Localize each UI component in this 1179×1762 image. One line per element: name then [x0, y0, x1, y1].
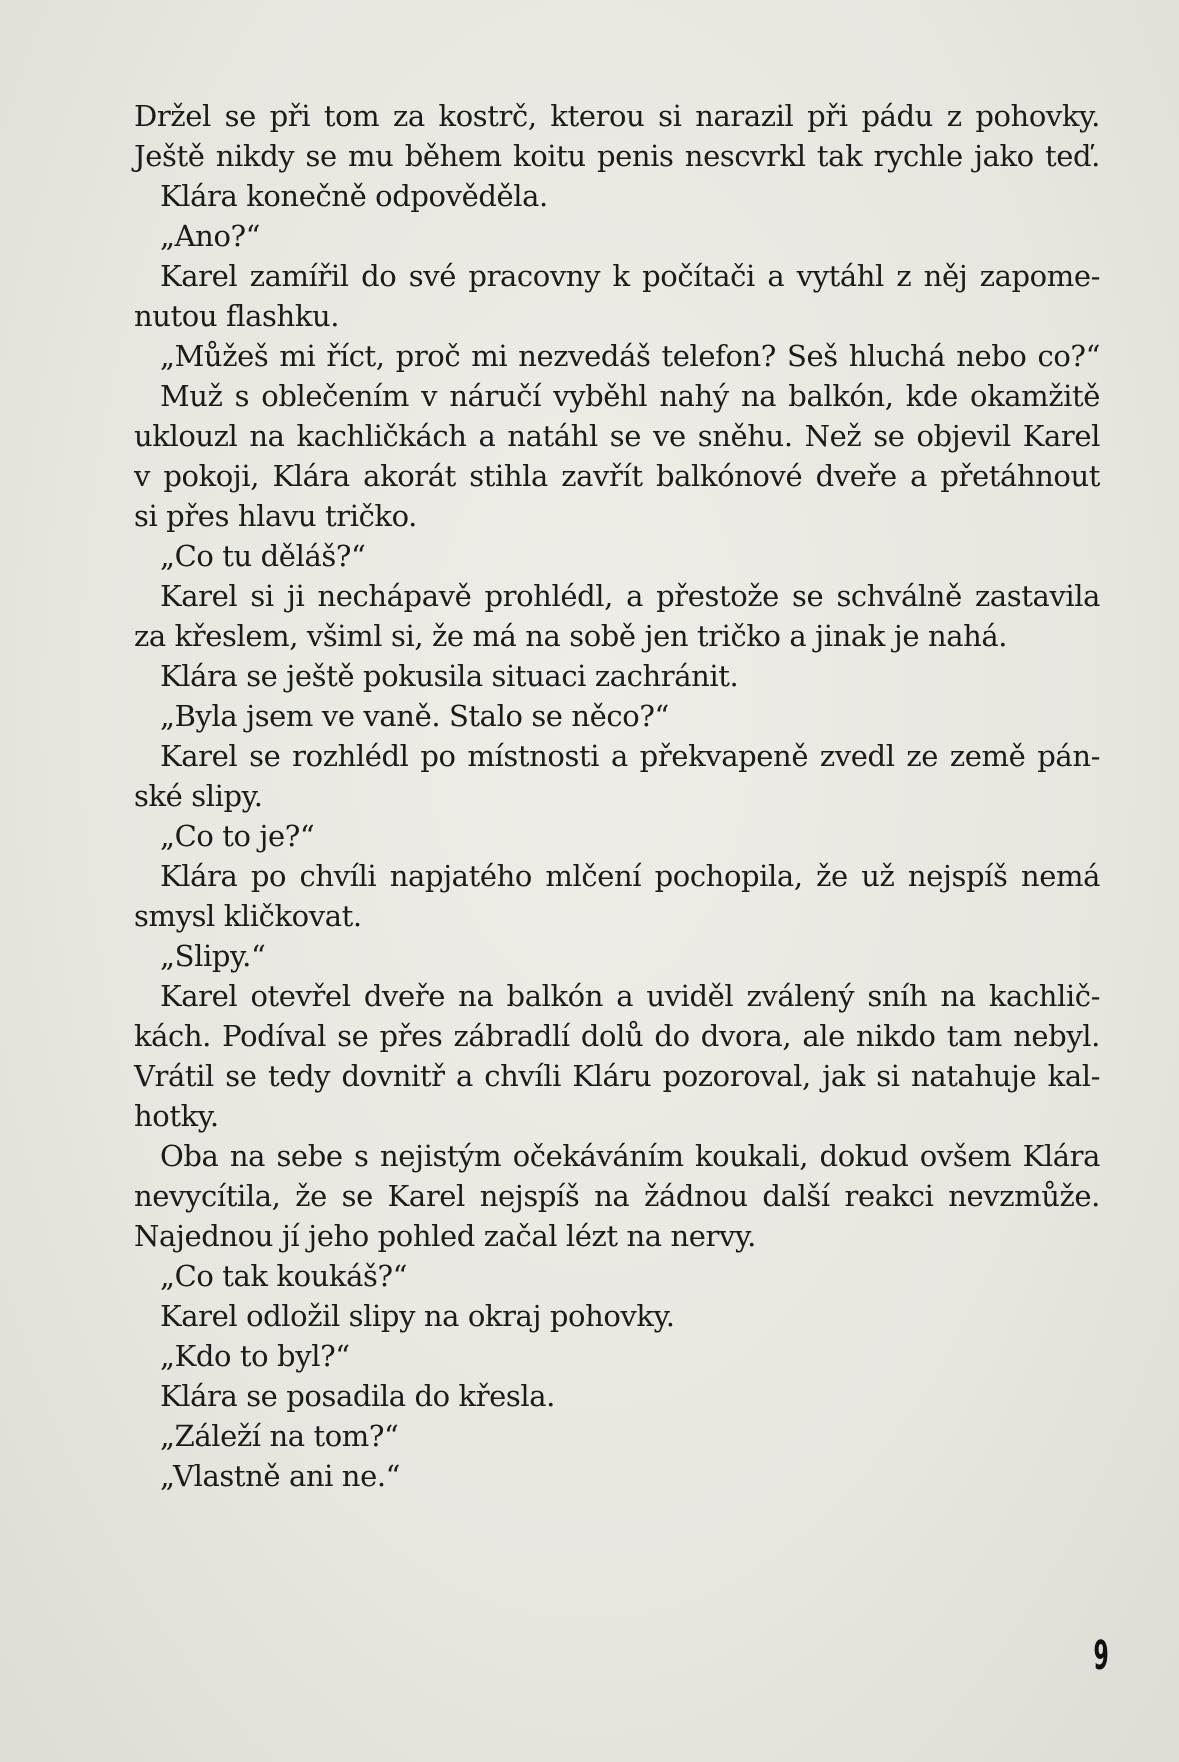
text-line: kách. Podíval se přes zábradlí dolů do dvora, ale nikdo tam nebyl. [134, 1019, 1100, 1053]
text-line: Karel se rozhlédl po místnosti a překvapeně zvedl ze země pán- [160, 739, 1100, 773]
text-line: Karel si ji nechápavě prohlédl, a přestože se schválně zastavila [160, 579, 1100, 613]
text-line: nutou flashku. [134, 299, 340, 333]
text-line: Klára se ještě pokusila situaci zachránit. [160, 659, 739, 693]
page-number: 9 [1093, 1633, 1109, 1679]
text-line: ské slipy. [134, 779, 263, 813]
text-line: Ještě nikdy se mu během koitu penis nescvrkl tak rychle jako teď. [134, 139, 1100, 173]
text-line: Muž s oblečením v náručí vyběhl nahý na balkón, kde okamžitě [160, 379, 1100, 413]
text-line: Oba na sebe s nejistým očekáváním koukali, dokud ovšem Klára [160, 1139, 1100, 1173]
text-line: „Co tu děláš?“ [160, 539, 366, 573]
text-line: „Ano?“ [160, 219, 261, 253]
text-line: Karel odložil slipy na okraj pohovky. [160, 1299, 675, 1333]
text-line: Klára se posadila do křesla. [160, 1379, 555, 1413]
text-line: „Co to je?“ [160, 819, 315, 853]
text-line: Vrátil se tedy dovnitř a chvíli Kláru pozoroval, jak si natahuje kal- [134, 1059, 1100, 1093]
text-line: „Záleží na tom?“ [160, 1419, 399, 1453]
body-text [134, 96, 1100, 1496]
text-line: hotky. [134, 1099, 219, 1133]
text-line: smysl kličkovat. [134, 899, 362, 933]
text-line: „Slipy.“ [160, 939, 266, 973]
text-line: Klára po chvíli napjatého mlčení pochopila, že už nejspíš nemá [160, 859, 1100, 893]
text-line: nevycítila, že se Karel nejspíš na žádnou další reakci nevzmůže. [134, 1179, 1100, 1213]
text-line: za křeslem, všiml si, že má na sobě jen tričko a jinak je nahá. [134, 619, 1008, 653]
text-line: Karel zamířil do své pracovny k počítači a vytáhl z něj zapome- [160, 259, 1100, 293]
text-line: Klára konečně odpověděla. [160, 179, 548, 213]
text-line: Karel otevřel dveře na balkón a uviděl zválený sníh na kachlič- [160, 979, 1100, 1013]
text-line: si přes hlavu tričko. [134, 499, 417, 533]
text-line: Držel se při tom za kostrč, kterou si narazil při pádu z pohovky. [134, 99, 1100, 133]
text-line: „Kdo to byl?“ [160, 1339, 350, 1373]
text-line: „Byla jsem ve vaně. Stalo se něco?“ [160, 699, 669, 733]
text-line: „Vlastně ani ne.“ [160, 1459, 401, 1493]
text-line: „Co tak koukáš?“ [160, 1259, 408, 1293]
text-line: uklouzl na kachličkách a natáhl se ve sněhu. Než se objevil Karel [134, 419, 1100, 453]
text-line: Najednou jí jeho pohled začal lézt na nervy. [134, 1219, 756, 1253]
text-line: „Můžeš mi říct, proč mi nezvedáš telefon? Seš hluchá nebo co?“ [160, 339, 1100, 373]
text-line: v pokoji, Klára akorát stihla zavřít balkónové dveře a přetáhnout [134, 459, 1100, 493]
